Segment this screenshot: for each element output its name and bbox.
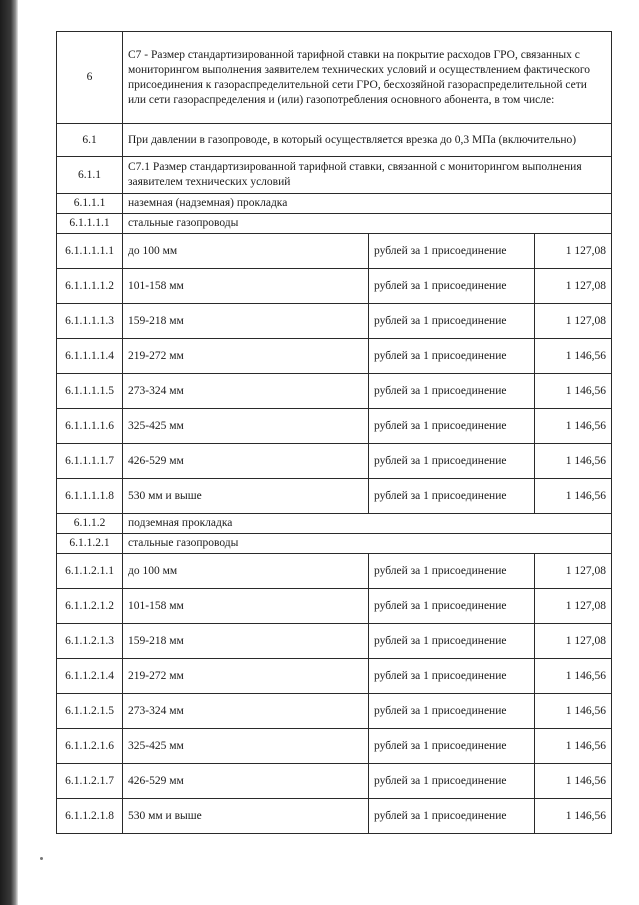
diameter-range: 159-218 мм: [123, 304, 369, 339]
unit-of-measure: рублей за 1 присоединение: [369, 659, 535, 694]
table-row: [57, 479, 612, 514]
subgroup-label: стальные газопроводы: [123, 214, 612, 234]
row-number: 6.1.1.1.1.1: [57, 234, 123, 269]
row-number: 6.1.1.1.1.3: [57, 304, 123, 339]
table-row: [57, 729, 612, 764]
table-row: [57, 374, 612, 409]
group-label: подземная прокладка: [123, 514, 612, 534]
table-row: [57, 444, 612, 479]
table-row: [57, 304, 612, 339]
tariff-price: 1 146,56: [535, 694, 612, 729]
table-row: [57, 799, 612, 834]
diameter-range: 159-218 мм: [123, 624, 369, 659]
unit-of-measure: рублей за 1 присоединение: [369, 799, 535, 834]
unit-of-measure: рублей за 1 присоединение: [369, 554, 535, 589]
diameter-range: 530 мм и выше: [123, 479, 369, 514]
row-number: 6.1: [57, 124, 123, 157]
row-number: 6.1.1.1.1: [57, 214, 123, 234]
table-row-section-6-1-1: [57, 157, 612, 194]
row-number: 6.1.1.2.1.8: [57, 799, 123, 834]
diameter-range: 101-158 мм: [123, 589, 369, 624]
section-description: С7.1 Размер стандартизированной тарифной ставки, связанной с мониторингом выполнения заявителем технических условий: [123, 157, 612, 194]
table-row: [57, 764, 612, 799]
diameter-range: 325-425 мм: [123, 409, 369, 444]
row-number: 6.1.1.2.1.1: [57, 554, 123, 589]
tariff-price: 1 127,08: [535, 624, 612, 659]
section-description: С7 - Размер стандартизированной тарифной ставки на покрытие расходов ГРО, связанных с мониторингом выполнения заявителем технических условий и осуществлением фактического присоединения к газораспределительной сети ГРО, бесхозяйной газораспределительной сети или сети газораспределения и (или) газопотребления основного абонента, в том числе:: [123, 32, 612, 124]
table-row-section-6-1: [57, 124, 612, 157]
tariff-price: 1 146,56: [535, 444, 612, 479]
row-number: 6.1.1.2.1.3: [57, 624, 123, 659]
tariff-price: 1 127,08: [535, 304, 612, 339]
diameter-range: 426-529 мм: [123, 444, 369, 479]
unit-of-measure: рублей за 1 присоединение: [369, 304, 535, 339]
unit-of-measure: рублей за 1 присоединение: [369, 589, 535, 624]
table-row: [57, 589, 612, 624]
subgroup-label: стальные газопроводы: [123, 534, 612, 554]
unit-of-measure: рублей за 1 присоединение: [369, 269, 535, 304]
unit-of-measure: рублей за 1 присоединение: [369, 729, 535, 764]
row-number: 6.1.1.2.1.5: [57, 694, 123, 729]
row-number: 6.1.1.1.1.7: [57, 444, 123, 479]
table-row: [57, 659, 612, 694]
diameter-range: до 100 мм: [123, 554, 369, 589]
table-row: [57, 234, 612, 269]
row-number: 6.1.1.2.1.2: [57, 589, 123, 624]
row-number: 6.1.1.2.1.4: [57, 659, 123, 694]
tariff-table: [56, 31, 612, 834]
row-number: 6.1.1: [57, 157, 123, 194]
row-number: 6.1.1.1.1.4: [57, 339, 123, 374]
tariff-price: 1 146,56: [535, 799, 612, 834]
tariff-price: 1 146,56: [535, 729, 612, 764]
row-number: 6.1.1.1.1.8: [57, 479, 123, 514]
tariff-price: 1 127,08: [535, 234, 612, 269]
row-number: 6.1.1.2.1: [57, 534, 123, 554]
tariff-price: 1 146,56: [535, 374, 612, 409]
table-row-section-6: [57, 32, 612, 124]
unit-of-measure: рублей за 1 присоединение: [369, 234, 535, 269]
tariff-price: 1 127,08: [535, 589, 612, 624]
underground-rows: [57, 554, 612, 834]
diameter-range: 219-272 мм: [123, 339, 369, 374]
table-row: [57, 409, 612, 444]
table-row-subgroup: [57, 214, 612, 234]
diameter-range: 101-158 мм: [123, 269, 369, 304]
diameter-range: 325-425 мм: [123, 729, 369, 764]
group-label: наземная (надземная) прокладка: [123, 194, 612, 214]
tariff-price: 1 146,56: [535, 764, 612, 799]
row-number: 6.1.1.2.1.6: [57, 729, 123, 764]
unit-of-measure: рублей за 1 присоединение: [369, 374, 535, 409]
row-number: 6.1.1.1: [57, 194, 123, 214]
row-number: 6: [57, 32, 123, 124]
table-row: [57, 694, 612, 729]
tariff-price: 1 146,56: [535, 409, 612, 444]
table-row: [57, 624, 612, 659]
row-number: 6.1.1.2: [57, 514, 123, 534]
tariff-price: 1 127,08: [535, 554, 612, 589]
section-description: При давлении в газопроводе, в который осуществляется врезка до 0,3 МПа (включительно): [123, 124, 612, 157]
unit-of-measure: рублей за 1 присоединение: [369, 444, 535, 479]
unit-of-measure: рублей за 1 присоединение: [369, 479, 535, 514]
table-row-subgroup: [57, 534, 612, 554]
unit-of-measure: рублей за 1 присоединение: [369, 624, 535, 659]
table-row: [57, 339, 612, 374]
row-number: 6.1.1.1.1.2: [57, 269, 123, 304]
diameter-range: до 100 мм: [123, 234, 369, 269]
table-row-group: [57, 194, 612, 214]
diameter-range: 426-529 мм: [123, 764, 369, 799]
table-row: [57, 554, 612, 589]
table-row: [57, 269, 612, 304]
tariff-price: 1 146,56: [535, 339, 612, 374]
diameter-range: 219-272 мм: [123, 659, 369, 694]
diameter-range: 273-324 мм: [123, 694, 369, 729]
diameter-range: 273-324 мм: [123, 374, 369, 409]
table-row-group: [57, 514, 612, 534]
unit-of-measure: рублей за 1 присоединение: [369, 339, 535, 374]
diameter-range: 530 мм и выше: [123, 799, 369, 834]
scan-speck: [40, 857, 43, 860]
unit-of-measure: рублей за 1 присоединение: [369, 764, 535, 799]
unit-of-measure: рублей за 1 присоединение: [369, 694, 535, 729]
tariff-price: 1 146,56: [535, 479, 612, 514]
row-number: 6.1.1.1.1.6: [57, 409, 123, 444]
row-number: 6.1.1.1.1.5: [57, 374, 123, 409]
tariff-price: 1 146,56: [535, 659, 612, 694]
row-number: 6.1.1.2.1.7: [57, 764, 123, 799]
tariff-price: 1 127,08: [535, 269, 612, 304]
above-ground-rows: [57, 234, 612, 514]
scan-edge-shadow: [0, 0, 18, 905]
unit-of-measure: рублей за 1 присоединение: [369, 409, 535, 444]
